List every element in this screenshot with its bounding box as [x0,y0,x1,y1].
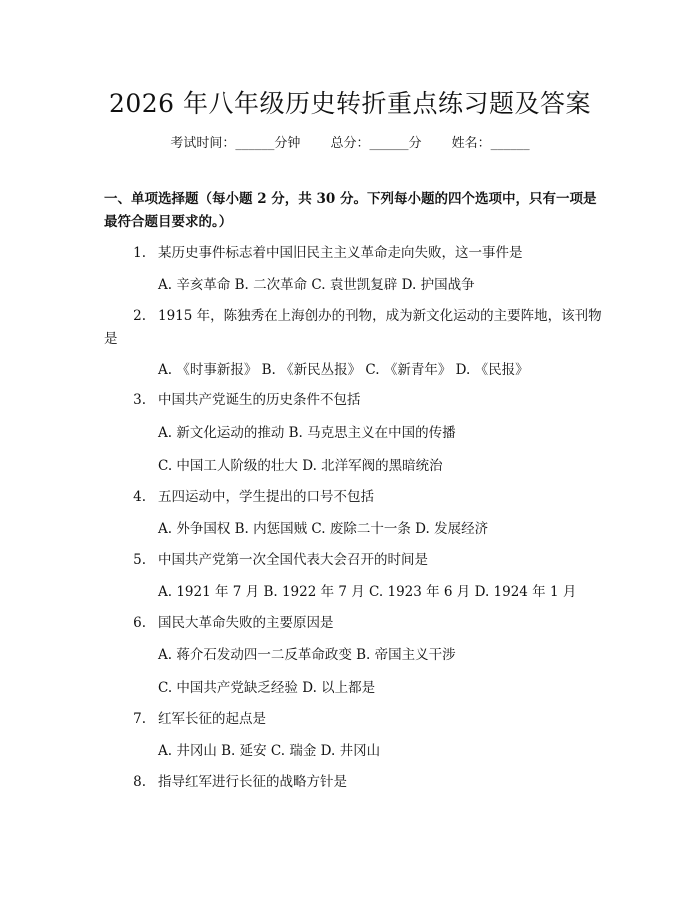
exam-score: 总分：______分 [330,136,422,151]
exam-meta [0,132,700,151]
question-5 [104,549,604,572]
question-3-options-line2: C. 中国工人阶级的壮大 D. 北洋军阀的黑暗统治 [158,458,443,474]
question-stem: 1915 年，陈独秀在上海创办的刊物，成为新文化运动的主要阵地，该刊物是 [104,308,602,347]
question-number: 5. [133,552,146,568]
question-number: 7. [133,711,146,727]
question-3-options-line1: A. 新文化运动的推动 B. 马克思主义在中国的传播 [158,425,456,441]
student-name: 姓名：______ [451,136,530,151]
question-8 [104,771,604,794]
question-1-options: A. 辛亥革命 B. 二次革命 C. 袁世凯复辟 D. 护国战争 [158,277,475,293]
question-stem: 中国共产党诞生的历史条件不包括 [158,392,361,408]
question-number: 6. [133,615,146,631]
exam-time: 考试时间：______分钟 [170,136,301,151]
question-stem: 中国共产党第一次全国代表大会召开的时间是 [158,552,428,568]
question-stem: 红军长征的起点是 [158,711,266,727]
question-4-options: A. 外争国权 B. 内惩国贼 C. 废除二十一条 D. 发展经济 [158,521,489,537]
question-number: 8. [133,774,146,790]
question-stem: 某历史事件标志着中国旧民主主义革命走向失败，这一事件是 [158,245,523,261]
document-title: 2026 年八年级历史转折重点练习题及答案 [108,89,592,118]
question-number: 4. [133,489,146,505]
question-1 [104,242,604,265]
question-4 [104,486,604,509]
question-stem: 指导红军进行长征的战略方针是 [158,774,347,790]
question-6 [104,612,604,635]
question-7-options: A. 井冈山 B. 延安 C. 瑞金 D. 井冈山 [158,743,381,759]
question-number: 2. [133,308,146,324]
question-2-options: A. 《时事新报》 B. 《新民丛报》 C. 《新青年》 D. 《民报》 [158,362,529,378]
question-2 [104,305,604,351]
question-7 [104,708,604,731]
question-6-options-line2: C. 中国共产党缺乏经验 D. 以上都是 [158,680,376,696]
section-heading: 一、单项选择题（每小题 2 分，共 30 分。下列每小题的四个选项中，只有一项是最符合题目要求的。） [104,191,597,230]
question-stem: 国民大革命失败的主要原因是 [158,615,334,631]
question-3 [104,389,604,412]
question-6-options-line1: A. 蒋介石发动四一二反革命政变 B. 帝国主义干涉 [158,647,456,663]
question-stem: 五四运动中，学生提出的口号不包括 [158,489,374,505]
question-number: 3. [133,392,146,408]
question-5-options: A. 1921 年 7 月 B. 1922 年 7 月 C. 1923 年 6 月 D. 1924 年 1 月 [158,584,577,600]
question-number: 1. [133,245,146,261]
